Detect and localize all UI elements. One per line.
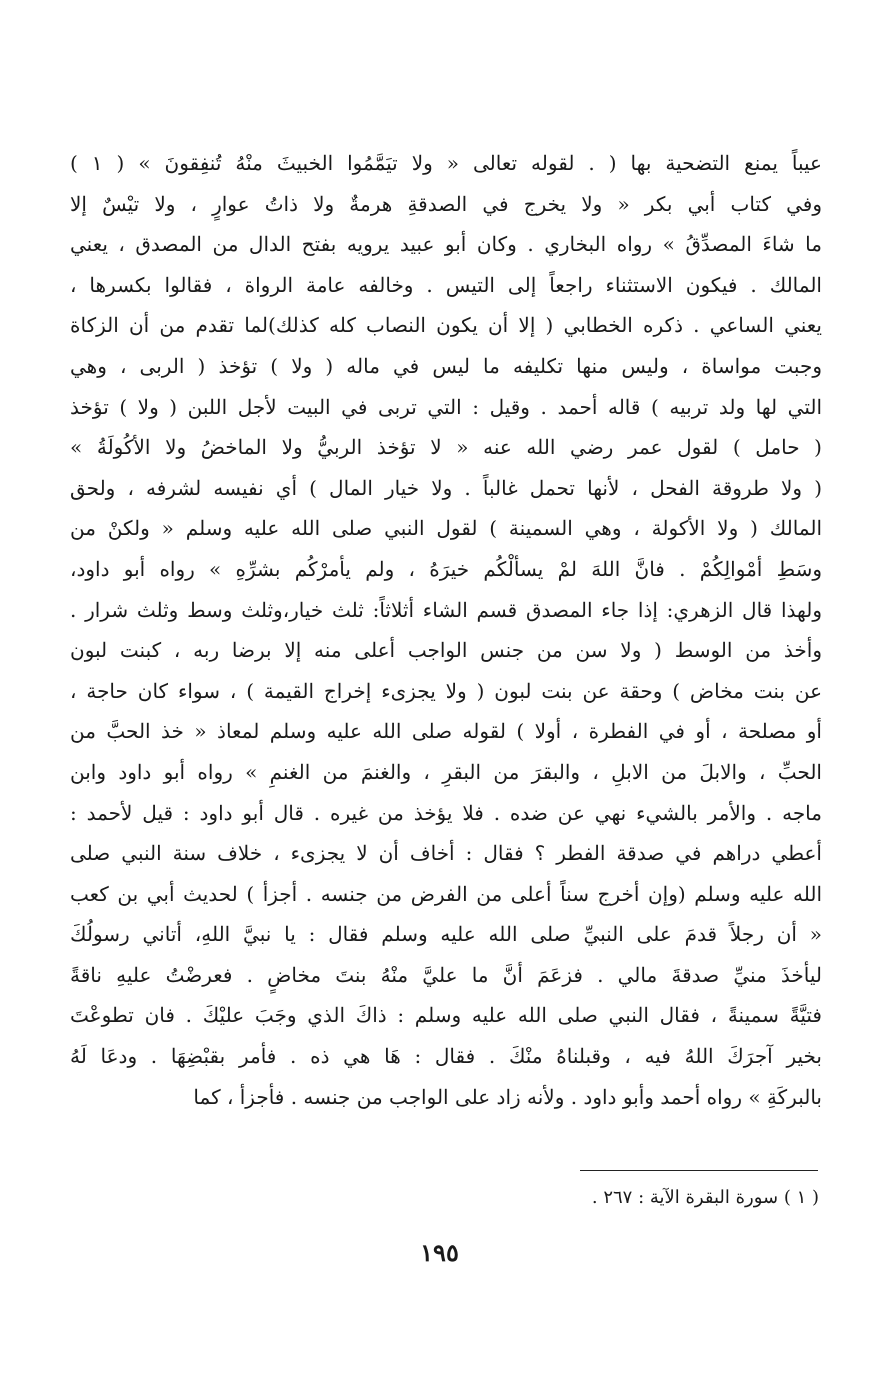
text-line: وأخذ من الوسط ( ولا سن من جنس الواجب أعلى منه إلا برضا ربه ، كبنت لبون [70, 638, 822, 663]
text-line: الله عليه وسلم (وإن أخرج سناً أعلى من الفرض من جنسه . أجزأ ) لحديث أبي بن كعب [70, 881, 822, 906]
text-line: ماجه . والأمر بالشيء نهي عن ضده . فلا يؤخذ من غيره . قال أبو داود : قيل لأحمد : [70, 800, 822, 825]
text-line: يعني الساعي . ذكره الخطابي ( إلا أن يكون النصاب كله كذلك)لما تقدم من أن الزكاة [70, 313, 822, 338]
body-text [70, 143, 822, 1117]
text-line: بخير آجرَكَ اللهُ فيه ، وقبلناهُ منْكَ . فقال : هَا هي ذه . فأمر بقبْضِهَا . ودعَا لَهُ [70, 1044, 822, 1069]
text-line: وجبت مواساة ، وليس منها تكليفه ما ليس في ماله ( ولا ) تؤخذ ( الربى ، وهي [70, 353, 822, 378]
page-number: ١٩٥ [420, 1238, 459, 1267]
text-line: بالبركَةِ » رواه أحمد وأبو داود . ولأنه زاد على الواجب من جنسه . فأجزأ ، كما [193, 1084, 822, 1109]
text-line: فتيَّةً سمينةً ، فقال النبي صلى الله عليه وسلم : ذاكَ الذي وجَبَ عليْكَ . فان تطوعْتَ [70, 1003, 822, 1028]
text-line: وسَطِ أمْوالِكُمْ . فانَّ اللهَ لمْ يسألْكُم خيرَهُ ، ولم يأمرْكُم بشرِّهِ » رواه أبو داود، [70, 556, 822, 581]
text-line: المالك ( ولا الأكولة ، وهي السمينة ) لقول النبي صلى الله عليه وسلم « ولكنْ من [70, 516, 822, 541]
text-line: ( حامل ) لقول عمر رضي الله عنه « لا تؤخذ الربيُّ ولا الماخضُ ولا الأكُولَةُ » [70, 435, 822, 460]
footnote-divider [580, 1170, 818, 1171]
text-line: المالك . فيكون الاستثناء راجعاً إلى التيس . وخالفه عامة الرواة ، فقالوا بكسرها ، [70, 272, 822, 297]
text-line: ولهذا قال الزهري: إذا جاء المصدق قسم الشاء أثلاثاً: ثلث خيار،وثلث وسط وثلث شرار . [70, 597, 822, 622]
text-line: ما شاءَ المصدِّقُ » رواه البخاري . وكان أبو عبيد يرويه بفتح الدال من المصدق ، يعني [70, 232, 822, 257]
text-line: « أن رجلاً قدمَ على النبيِّ صلى الله عليه وسلم فقال : يا نبيَّ اللهِ، أتاني رسولُكَ [70, 922, 822, 947]
footnote: ( ١ ) سورة البقرة الآية : ٢٦٧ . [591, 1187, 819, 1208]
text-line: الحبِّ ، والابلَ من الابلِ ، والبقرَ من البقرِ ، والغنمَ من الغنمِ » رواه أبو داود وابن [70, 759, 822, 784]
text-line: أو مصلحة ، أو في الفطرة ، أولا ) لقوله صلى الله عليه وسلم لمعاذ « خذ الحبَّ من [70, 719, 822, 744]
text-line: عيباً يمنع التضحية بها ( . لقوله تعالى « ولا تيَمَّمُوا الخبيثَ منْهُ تُنفِقونَ » ( ١ ) [70, 151, 822, 175]
text-line: التي لها ولد تربيه ) قاله أحمد . وقيل : التي تربى في البيت لأجل اللبن ( ولا ) تؤخذ [70, 394, 822, 419]
text-line: أعطي دراهم في صدقة الفطر ؟ فقال : أخاف أن لا يجزىء ، خلاف سنة النبي صلى [70, 841, 822, 866]
text-line: ليأخذَ منيِّ صدقةَ مالي . فزعَمَ أنَّ ما عليَّ منْهُ بنتَ مخاضٍ . فعرضْتُ عليهِ ناقةً [70, 962, 822, 987]
text-line: عن بنت مخاض ) وحقة عن بنت لبون ( ولا يجزىء إخراج القيمة ) ، سواء كان حاجة ، [70, 678, 822, 703]
text-line: ( ولا طروقة الفحل ، لأنها تحمل غالباً . ولا خيار المال ) أي نفيسه لشرفه ، ولحق [70, 475, 822, 500]
text-line: وفي كتاب أبي بكر « ولا يخرج في الصدقةِ هرمةٌ ولا ذاتُ عوارٍ ، ولا تيْسٌ إلا [70, 191, 822, 216]
